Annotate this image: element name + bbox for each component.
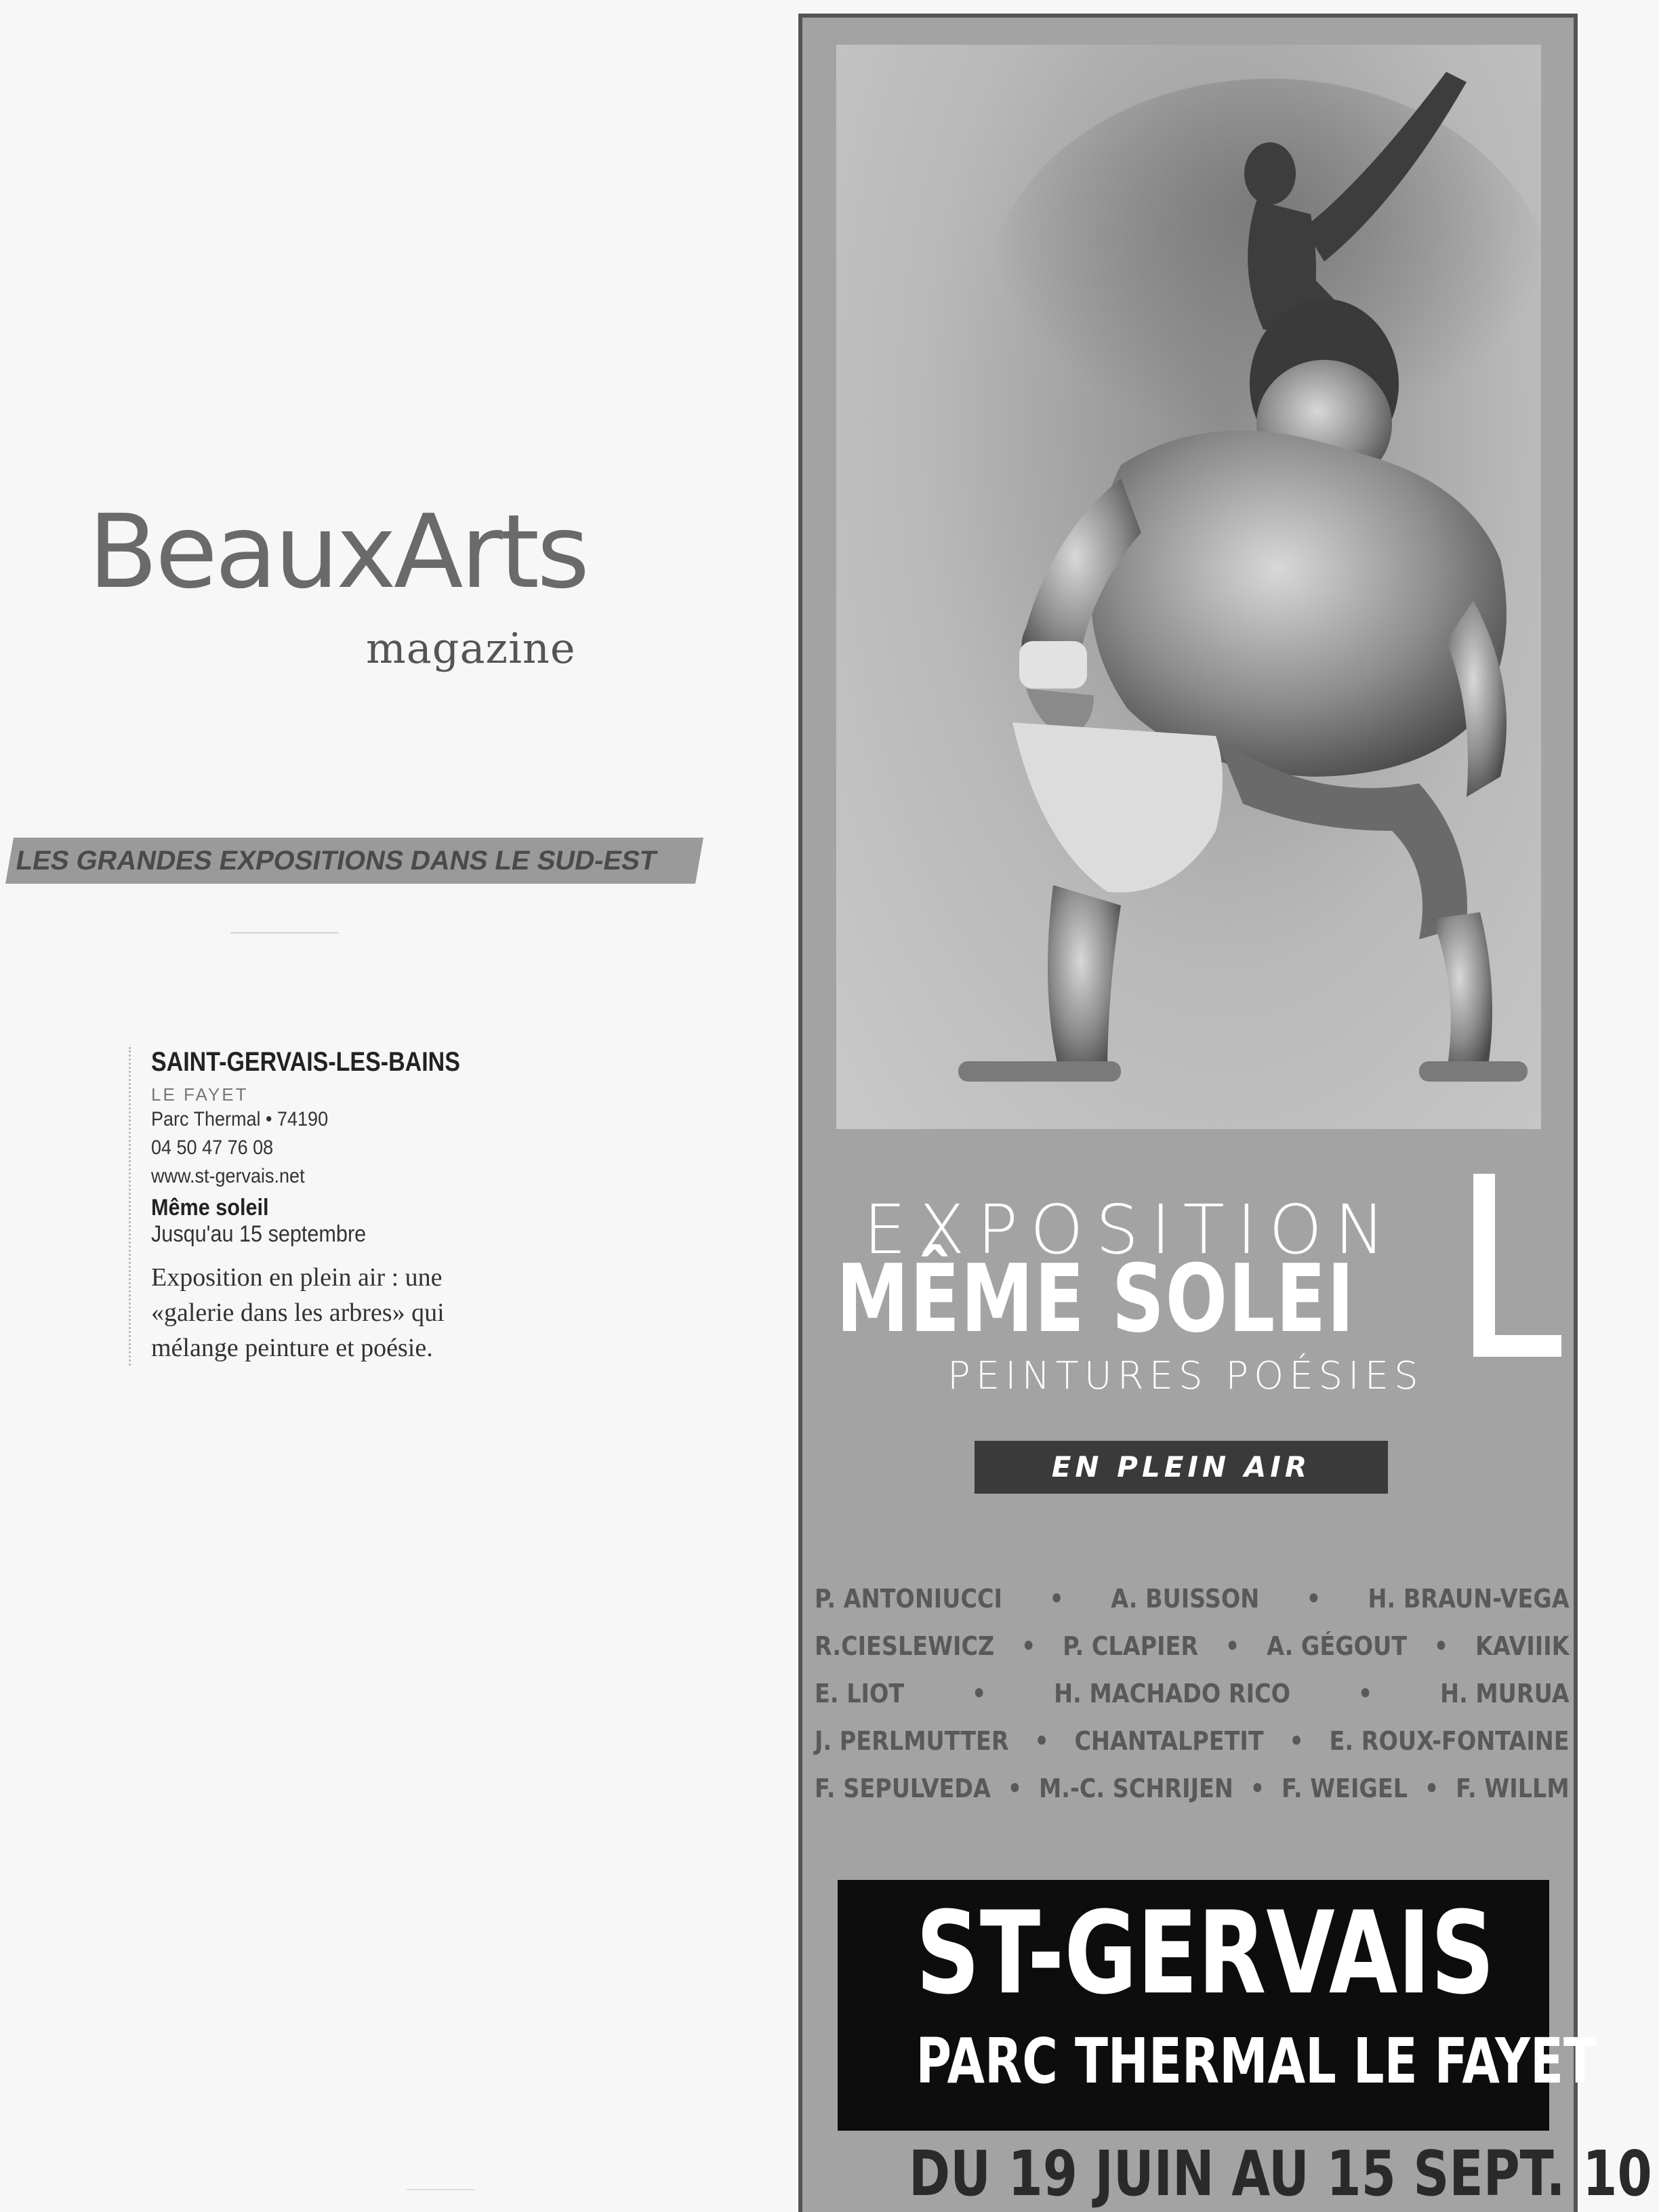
artist-line — [815, 1575, 1570, 1622]
separator-dot: • — [1007, 1774, 1023, 1803]
artist-line — [815, 1622, 1570, 1670]
artist-name: CHANTALPETIT — [1074, 1726, 1264, 1756]
separator-dot: • — [1424, 1774, 1439, 1803]
artist-name: J. PERLMUTTER — [815, 1726, 1009, 1756]
artist-name: H. MURUA — [1440, 1679, 1570, 1708]
magazine-name: BeauxArts — [88, 493, 588, 611]
listing-dates: Jusqu'au 15 septembre — [151, 1221, 367, 1247]
poster-dates: DU 19 JUIN AU 15 SEPT. 10 — [909, 2137, 1652, 2210]
poster-title-last-letter — [1473, 1174, 1561, 1357]
artist-name: H. MACHADO RICO — [1054, 1679, 1291, 1708]
artist-name: H. BRAUN-VEGA — [1368, 1584, 1570, 1614]
artist-name: P. ANTONIUCCI — [815, 1584, 1002, 1614]
poster-subtitle: PEINTURES POÉSIES — [947, 1354, 1424, 1398]
listing-website: www.st-gervais.net — [151, 1165, 305, 1187]
artist-name: E. LIOT — [815, 1679, 905, 1708]
artist-line — [815, 1765, 1570, 1812]
section-banner: LES GRANDES EXPOSITIONS DANS LE SUD-EST — [5, 838, 703, 884]
listing-district: LE FAYET — [151, 1084, 249, 1105]
poster-tag: EN PLEIN AIR — [975, 1441, 1388, 1494]
venue-box — [838, 1880, 1597, 2131]
separator-dot: • — [1289, 1726, 1304, 1756]
listing-address: Parc Thermal • 74190 — [151, 1108, 329, 1130]
separator-dot: • — [1357, 1679, 1373, 1708]
separator-dot: • — [1049, 1584, 1064, 1614]
artist-name: A. GÉGOUT — [1267, 1631, 1408, 1661]
artist-name: E. ROUX-FONTAINE — [1329, 1726, 1570, 1756]
magazine-subtitle: magazine — [366, 623, 576, 673]
poster-kicker: EXPOSITION — [863, 1190, 1397, 1269]
listing-description: Exposition en plein air : une «galerie dans les arbres» qui mélange peinture et poésie. — [151, 1263, 445, 1362]
divider — [407, 2189, 474, 2190]
divider — [230, 932, 339, 934]
separator-dot: • — [1433, 1631, 1449, 1661]
separator-dot: • — [1225, 1631, 1240, 1661]
exhibition-poster — [798, 14, 1652, 2212]
separator-dot: • — [1034, 1726, 1049, 1756]
listing-city: SAINT-GERVAIS-LES-BAINS — [151, 1047, 460, 1077]
artist-name: M.-C. SCHRIJEN — [1039, 1774, 1233, 1803]
separator-dot: • — [1021, 1631, 1036, 1661]
poster-illustration — [836, 45, 1541, 1129]
venue-city: ST-GERVAIS — [916, 1887, 1495, 2020]
artist-list — [815, 1575, 1570, 1812]
separator-dot: • — [1250, 1774, 1265, 1803]
artist-name: F. WEIGEL — [1281, 1774, 1408, 1803]
venue-place: PARC THERMAL LE FAYET — [916, 2025, 1597, 2097]
exhibition-listing — [129, 1047, 508, 1366]
poster-title: MÊME SOLEI — [836, 1244, 1355, 1353]
separator-dot: • — [1306, 1584, 1322, 1614]
artist-name: F. WILLM — [1456, 1774, 1570, 1803]
artist-line — [815, 1717, 1570, 1765]
listing-title: Même soleil — [151, 1195, 269, 1221]
artist-line — [815, 1670, 1570, 1717]
artist-name: KAVIIIK — [1475, 1631, 1570, 1661]
artist-name: A. BUISSON — [1111, 1584, 1260, 1614]
artist-name: F. SEPULVEDA — [815, 1774, 991, 1803]
separator-dot: • — [971, 1679, 987, 1708]
artist-name: R.CIESLEWICZ — [815, 1631, 995, 1661]
artist-name: P. CLAPIER — [1063, 1631, 1199, 1661]
magazine-logo — [88, 493, 588, 673]
listing-phone: 04 50 47 76 08 — [151, 1136, 274, 1159]
